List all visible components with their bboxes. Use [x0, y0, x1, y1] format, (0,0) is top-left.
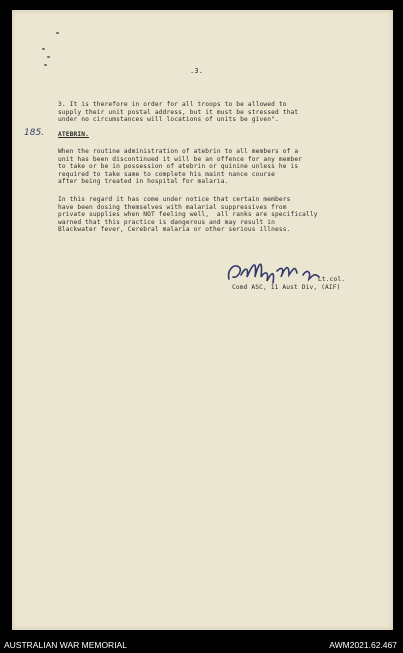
section-number: 185.: [24, 128, 45, 138]
archive-name: AUSTRALIAN WAR MEMORIAL: [4, 640, 127, 650]
paragraph-atebrin: When the routine administration of atebrin to all members of a unit has been discontinued it will be an offence for any member to take or be in possession of atebrin or quinine unless he is required to take same to complete his maint nance course after being treated in hospital for malaria.: [58, 148, 303, 186]
catalogue-id: AWM2021.62.467: [329, 640, 397, 650]
signature-rank: Lt.col.: [318, 276, 346, 283]
punch-hole: [42, 48, 45, 50]
paragraph-3: 3. It is therefore in order for all troops to be allowed to supply their unit postal address, but it must be stressed that under no circumstances will locations of units be given".: [58, 101, 299, 124]
paragraph-regard: In this regard it has come under notice that certain members have been dosing themselves with malarial suppressives from private supplies when NOT feeling well, all ranks are specifically warned that this practice is dangerous and may result in Blackwater fever, Cerebral malaria or other serious illness.: [58, 196, 318, 234]
page-number: .3.: [190, 67, 204, 75]
punch-hole: [56, 32, 59, 34]
punch-hole: [47, 56, 50, 58]
punch-hole: [44, 64, 47, 66]
signature-title: Comd ASC, 11 Aust Div, (AIF): [232, 284, 341, 291]
archive-footer: [0, 638, 403, 653]
section-heading: ATEBRIN.: [58, 131, 90, 138]
